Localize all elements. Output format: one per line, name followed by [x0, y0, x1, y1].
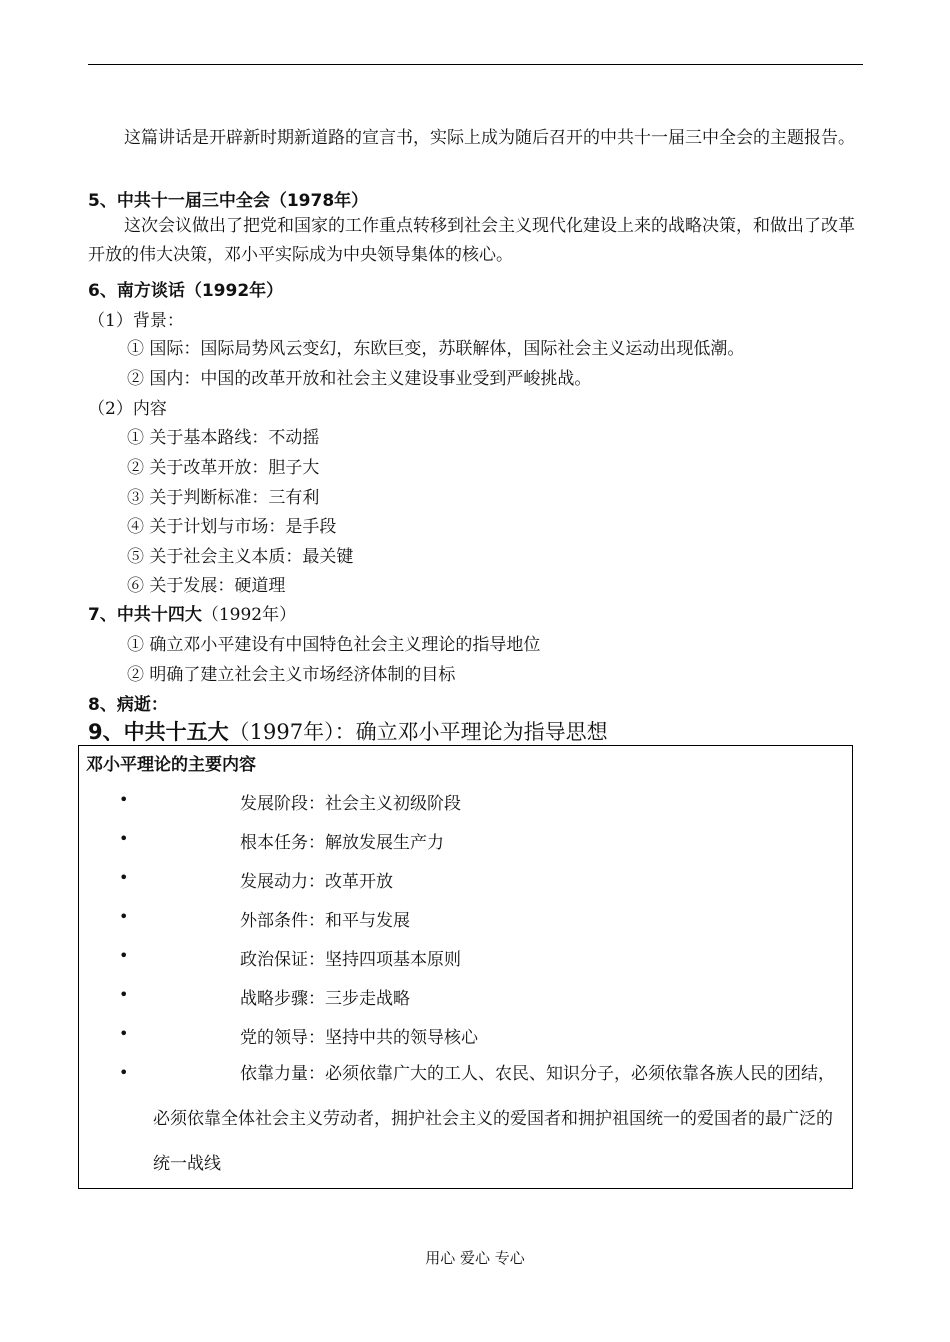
intro-paragraph: 这篇讲话是开辟新时期新道路的宣言书，实际上成为随后召开的中共十一届三中全会的主题报告。	[124, 128, 855, 148]
content-item-4: ④ 关于计划与市场：是手段	[127, 517, 337, 537]
content-item-1: ① 关于基本路线：不动摇	[127, 428, 320, 448]
box-item-5: 政治保证：坚持四项基本原则	[240, 950, 461, 970]
bullet-2: •	[119, 829, 129, 848]
bullet-6: •	[119, 985, 129, 1004]
background-label: （1）背景：	[88, 311, 184, 331]
page-footer: 用心 爱心 专心	[425, 1249, 525, 1267]
content-item-2: ② 关于改革开放：胆子大	[127, 458, 320, 478]
section-7-heading	[88, 600, 296, 625]
section-7-item-1: ① 确立邓小平建设有中国特色社会主义理论的指导地位	[127, 635, 541, 655]
bullet-3: •	[119, 868, 129, 887]
section-5-title: 5、中共十一届三中全会（1978年）	[88, 191, 369, 211]
bullet-4: •	[119, 907, 129, 926]
content-item-3: ③ 关于判断标准：三有利	[127, 488, 320, 508]
section-9-heading	[88, 716, 608, 746]
background-item-2: ② 国内：中国的改革开放和社会主义建设事业受到严峻挑战。	[127, 369, 592, 389]
box-item-4: 外部条件：和平与发展	[240, 911, 410, 931]
box-item-1: 发展阶段：社会主义初级阶段	[240, 794, 461, 814]
section-7-item-2: ② 明确了建立社会主义市场经济体制的目标	[127, 665, 456, 685]
box-title: 邓小平理论的主要内容	[86, 755, 256, 775]
bullet-8: •	[119, 1063, 129, 1082]
box-item-6: 战略步骤：三步走战略	[240, 989, 410, 1009]
box-item-8: 依靠力量：必须依靠广大的工人、农民、知识分子，必须依靠各族人民的团结，必须依靠全体社会主义劳动者，拥护社会主义的爱国者和拥护祖国统一的爱国者的最广泛的统一战线	[153, 1064, 835, 1174]
box-item-7: 党的领导：坚持中共的领导核心	[240, 1028, 478, 1048]
bullet-1: •	[119, 790, 129, 809]
section-6-title: 6、南方谈话（1992年）	[88, 281, 284, 301]
bullet-5: •	[119, 946, 129, 965]
content-label: （2）内容	[88, 399, 167, 419]
bullet-7: •	[119, 1024, 129, 1043]
section-7-year: （1992年）	[201, 605, 297, 625]
content-item-6: ⑥ 关于发展：硬道理	[127, 576, 286, 596]
box-item-2: 根本任务：解放发展生产力	[240, 833, 444, 853]
section-7-title: 7、中共十四大	[88, 605, 202, 625]
box-item-3: 发展动力：改革开放	[240, 872, 393, 892]
section-5-text: 这次会议做出了把党和国家的工作重点转移到社会主义现代化建设上来的战略决策，和做出了改革开放的伟大决策，邓小平实际成为中央领导集体的核心。	[88, 216, 855, 265]
section-9-title: 9、中共十五大	[88, 720, 229, 744]
header-rule	[88, 64, 863, 65]
content-item-5: ⑤ 关于社会主义本质：最关键	[127, 547, 354, 567]
section-8-title: 8、病逝：	[88, 695, 168, 715]
background-item-1: ① 国际：国际局势风云变幻，东欧巨变，苏联解体，国际社会主义运动出现低潮。	[127, 339, 745, 359]
section-9-rest: （1997年）：确立邓小平理论为指导思想	[228, 720, 608, 744]
